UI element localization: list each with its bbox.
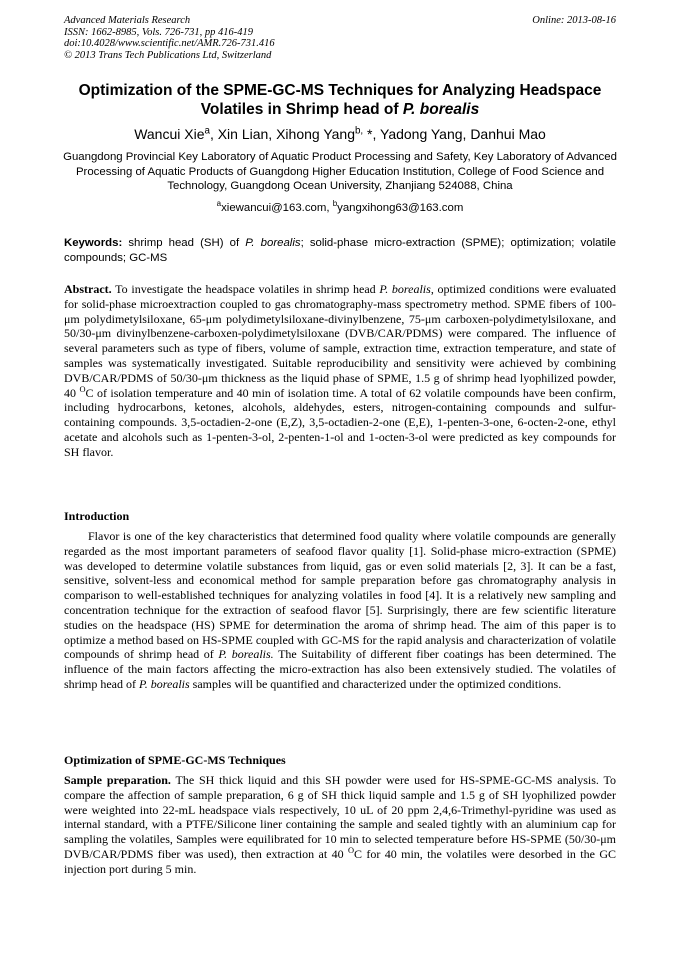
email-b-mark: b — [332, 199, 338, 209]
abstract-label: Abstract. — [64, 282, 112, 296]
email-line — [60, 201, 620, 215]
email-a-mark: a — [216, 199, 222, 209]
intro-text-2: The Suitability of different fiber coatings has been determined. The influence of the main factors affecting the micro-extraction has also been extensively studied. The volatiles of shrimp head of — [64, 647, 617, 691]
keywords-text-2: ; solid-phase micro-extraction (SPME); optimization; volatile compounds; GC-MS — [64, 237, 617, 264]
copyright-line: © 2013 Trans Tech Publications Ltd, Switzerland — [64, 49, 272, 61]
author-1: Wancui Xie — [134, 126, 205, 142]
issn-line: ISSN: 1662-8985, Vols. 726-731, pp 416-419 — [64, 26, 253, 38]
author-2-mark: b, — [354, 125, 364, 137]
title-text: Optimization of the SPME-GC-MS Techniques for Analyzing Headspace Volatiles in Shrimp head of — [78, 82, 602, 118]
abstract-text-2: , optimized conditions were evaluated for solid-phase microextraction coupled to gas chromatography-mass spectrometry method. SPME fibers of 100-μm polydimetylsiloxane, 65-μm polydimetylsiloxane-divinylbenzene, 75-μm carboxen-polydimetylsiloxane, and 50/30-μm divinylbenzene-carboxen-polydimetylsiloxane (DVB/CAR/PDMS) were compared. The influence of several parameters such as type of fibers, volume of sample, extraction time, extraction temperature, and state of samples was systematically investigated. Suitable reproducibility and sensitivity were achieved by combining DVB/CAR/PDMS of 50/30-μm thickness as the liquid phase of SPME, 1.5 g of shrimp head lyophilized powder, 40 — [64, 282, 616, 400]
doi-line: doi:10.4028/www.scientific.net/AMR.726-731.416 — [64, 38, 275, 49]
introduction-paragraph — [64, 529, 616, 692]
online-date: Online: 2013-08-16 — [532, 15, 616, 26]
email-b: yangxihong63@163.com — [337, 202, 464, 214]
journal-name: Advanced Materials Research — [64, 15, 191, 26]
intro-species-2: P. borealis — [138, 676, 190, 691]
keywords-label: Keywords: — [64, 237, 123, 249]
author-3: *, Yadong Yang, Danhui Mao — [363, 126, 546, 142]
keywords — [64, 236, 616, 265]
sample-preparation-label: Sample preparation. — [64, 773, 171, 787]
optimization-heading: Optimization of SPME-GC-MS Techniques — [64, 753, 286, 767]
author-2: , Xin Lian, Xihong Yang — [209, 126, 355, 142]
email-a: xiewancui@163.com, — [221, 202, 333, 214]
journal-header — [64, 15, 616, 61]
author-1-mark: a — [204, 125, 210, 137]
sample-text-1: The SH thick liquid and this SH powder were used for HS-SPME-GC-MS analysis. To compare the affection of sample preparation, 6 g of SH thick liquid sample and 1.5 g of SH lyophilized powder were weighted into 22-mL headspace vials respectively, 10 uL of 20 ppm 2,4,6-Trimethyl-pyridine was used as internal standard, with a PTFE/Silicone liner containing the sample and sealed tightly with an aluminium cap for sampling the volatiles, Samples were equilibrated for 10 min to selected temperature before HS-SPME (50/30-μm DVB/CAR/PDMS fiber was used), then extraction at 40 — [64, 773, 616, 861]
paper-title — [60, 81, 620, 119]
author-list — [60, 125, 620, 143]
keywords-text-1: shrimp head (SH) of — [122, 237, 246, 249]
affiliation: Guangdong Provincial Key Laboratory of Aquatic Product Processing and Safety, Key Laboratory of Advanced Processing of Aquatic Products of Guangdong Higher Education Institution, College of Food Science and Technology, Guangdong Ocean University, Zhanjiang 524088, China — [63, 151, 617, 192]
abstract-degree-mark: O — [79, 384, 86, 394]
keywords-species: P. borealis — [245, 237, 301, 249]
abstract-text-3: C of isolation temperature and 40 min of isolation time. A total of 62 volatile compounds have been confirm, including hydrocarbons, ketones, alcohols, aldehydes, esters, nitrogen-containing compounds and sulfur-containing compounds. 3,5-octadien-2-one (E,Z), 3,5-octadien-2-one (E,E), 1-penten-3-one, 6-octen-2-one, ethyl acetate and alcohols such as 1-penten-3-ol, 2-penten-1-ol and 1-octen-3-ol were predicted as key compounds for SH flavor. — [64, 385, 617, 459]
intro-text-1: Flavor is one of the key characteristics that determined food quality where volatile compounds are generally regarded as the most important parameters of seafood flavor quality [1]. Solid-phase micro-extraction (SPME) was developed to determine volatile substances from liquid, gas or even solid materials [2, 3]. It can be a fast, sensitive, solvent-less and economical method for sample preparation before gas chromatography analysis in comparison to well-established techniques for analyzing volatiles in food [4]. It is a relatively new sampling and concentration technique for the extraction of seafood flavor [5]. Surprisingly, there are few scientific literature studies on the headspace (HS) SPME for determination the aroma of shrimp head. The aim of this paper is to optimize a method based on HS-SPME coupled with GC-MS for the rapid analysis and characterization of volatile compounds of shrimp head of — [64, 529, 616, 662]
abstract-text-1: To investigate the headspace volatiles in shrimp head — [111, 282, 380, 296]
abstract — [64, 282, 616, 460]
intro-species-1: P. borealis. — [218, 647, 274, 662]
sample-degree-mark: O — [347, 845, 354, 855]
title-species: P. borealis — [402, 101, 480, 118]
abstract-species: P. borealis — [379, 282, 431, 296]
introduction-heading: Introduction — [64, 509, 130, 523]
sample-preparation-paragraph — [64, 773, 616, 877]
sample-text-2: C for 40 min, the volatiles were desorbed in the GC injection port during 5 min. — [64, 846, 616, 876]
intro-text-3: samples will be quantified and characterized under the optimized conditions. — [189, 676, 562, 691]
